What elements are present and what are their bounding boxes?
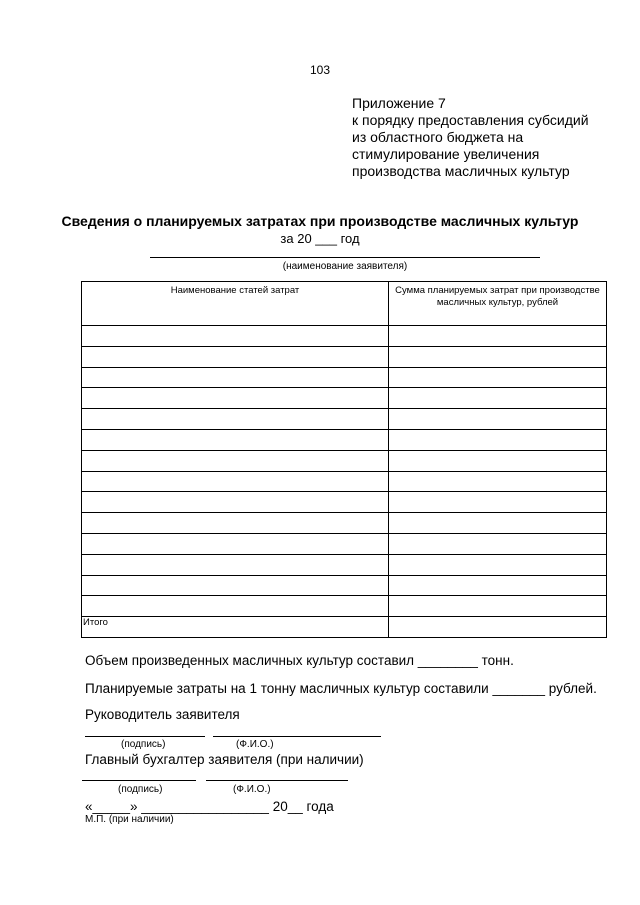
head-name-caption: (Ф.И.О.) xyxy=(236,739,274,750)
cost-item-cell[interactable] xyxy=(82,429,389,450)
table-header-row xyxy=(82,282,607,326)
column-header-amount: Сумма планируемых затрат при производстве масличных культур, рублей xyxy=(389,282,607,326)
appendix-line: из областного бюджета на xyxy=(352,129,524,145)
amount-cell[interactable] xyxy=(389,450,607,471)
table-row xyxy=(82,367,607,388)
page-number: 103 xyxy=(309,63,331,77)
cost-item-cell[interactable] xyxy=(82,367,389,388)
date-line: «_____» _________________ 20__ года xyxy=(85,799,334,814)
table-row xyxy=(82,326,607,347)
table-row xyxy=(82,450,607,471)
appendix-line: Приложение 7 xyxy=(352,95,446,111)
table-row xyxy=(82,492,607,513)
cost-item-cell[interactable] xyxy=(82,326,389,347)
amount-cell[interactable] xyxy=(389,367,607,388)
amount-cell[interactable] xyxy=(389,429,607,450)
head-signature-line xyxy=(85,736,205,737)
cost-item-cell[interactable] xyxy=(82,409,389,430)
amount-cell[interactable] xyxy=(389,554,607,575)
accountant-name-line xyxy=(206,780,348,781)
head-title: Руководитель заявителя xyxy=(85,707,240,722)
cost-item-cell[interactable] xyxy=(82,450,389,471)
table-row xyxy=(82,388,607,409)
table-row xyxy=(82,409,607,430)
applicant-name-line xyxy=(150,257,540,258)
appendix-line: к порядку предоставления субсидий xyxy=(352,112,589,128)
amount-cell[interactable] xyxy=(389,388,607,409)
total-amount-cell[interactable] xyxy=(389,617,607,638)
accountant-title: Главный бухгалтер заявителя (при наличии) xyxy=(85,752,364,767)
amount-cell[interactable] xyxy=(389,346,607,367)
amount-cell[interactable] xyxy=(389,326,607,347)
amount-cell[interactable] xyxy=(389,575,607,596)
cost-item-cell[interactable] xyxy=(82,388,389,409)
cost-item-cell[interactable] xyxy=(82,575,389,596)
amount-cell[interactable] xyxy=(389,513,607,534)
appendix-header xyxy=(352,95,589,180)
stamp-place: М.П. (при наличии) xyxy=(85,814,174,825)
head-signature-caption: (подпись) xyxy=(121,739,166,750)
total-label: Итого xyxy=(82,617,389,638)
appendix-line: стимулирование увеличения xyxy=(352,146,540,162)
volume-statement: Объем произведенных масличных культур составил ________ тонн. xyxy=(85,653,514,668)
applicant-caption: (наименование заявителя) xyxy=(282,261,408,272)
cost-item-cell[interactable] xyxy=(82,513,389,534)
cost-item-cell[interactable] xyxy=(82,346,389,367)
head-name-line xyxy=(213,736,381,737)
table-row xyxy=(82,554,607,575)
table-row xyxy=(82,533,607,554)
cost-item-cell[interactable] xyxy=(82,554,389,575)
cost-item-cell[interactable] xyxy=(82,533,389,554)
table-row xyxy=(82,513,607,534)
amount-cell[interactable] xyxy=(389,492,607,513)
amount-cell[interactable] xyxy=(389,533,607,554)
cost-item-cell[interactable] xyxy=(82,492,389,513)
form-title: Сведения о планируемых затратах при производстве масличных культур xyxy=(61,213,579,229)
appendix-line: производства масличных культур xyxy=(352,163,570,179)
table-row xyxy=(82,429,607,450)
accountant-name-caption: (Ф.И.О.) xyxy=(233,784,271,795)
table-row xyxy=(82,346,607,367)
costs-table xyxy=(81,281,607,638)
planned-costs-statement: Планируемые затраты на 1 тонну масличных культур составили _______ рублей. xyxy=(85,681,597,696)
cost-item-cell[interactable] xyxy=(82,471,389,492)
cost-item-cell[interactable] xyxy=(82,596,389,617)
accountant-signature-line xyxy=(82,780,196,781)
form-year: за 20 ___ год xyxy=(280,231,360,246)
column-header-cost-item: Наименование статей затрат xyxy=(82,282,389,326)
table-row xyxy=(82,575,607,596)
amount-cell[interactable] xyxy=(389,409,607,430)
accountant-signature-caption: (подпись) xyxy=(118,784,163,795)
table-row xyxy=(82,471,607,492)
amount-cell[interactable] xyxy=(389,471,607,492)
total-row xyxy=(82,617,607,638)
table-row xyxy=(82,596,607,617)
amount-cell[interactable] xyxy=(389,596,607,617)
